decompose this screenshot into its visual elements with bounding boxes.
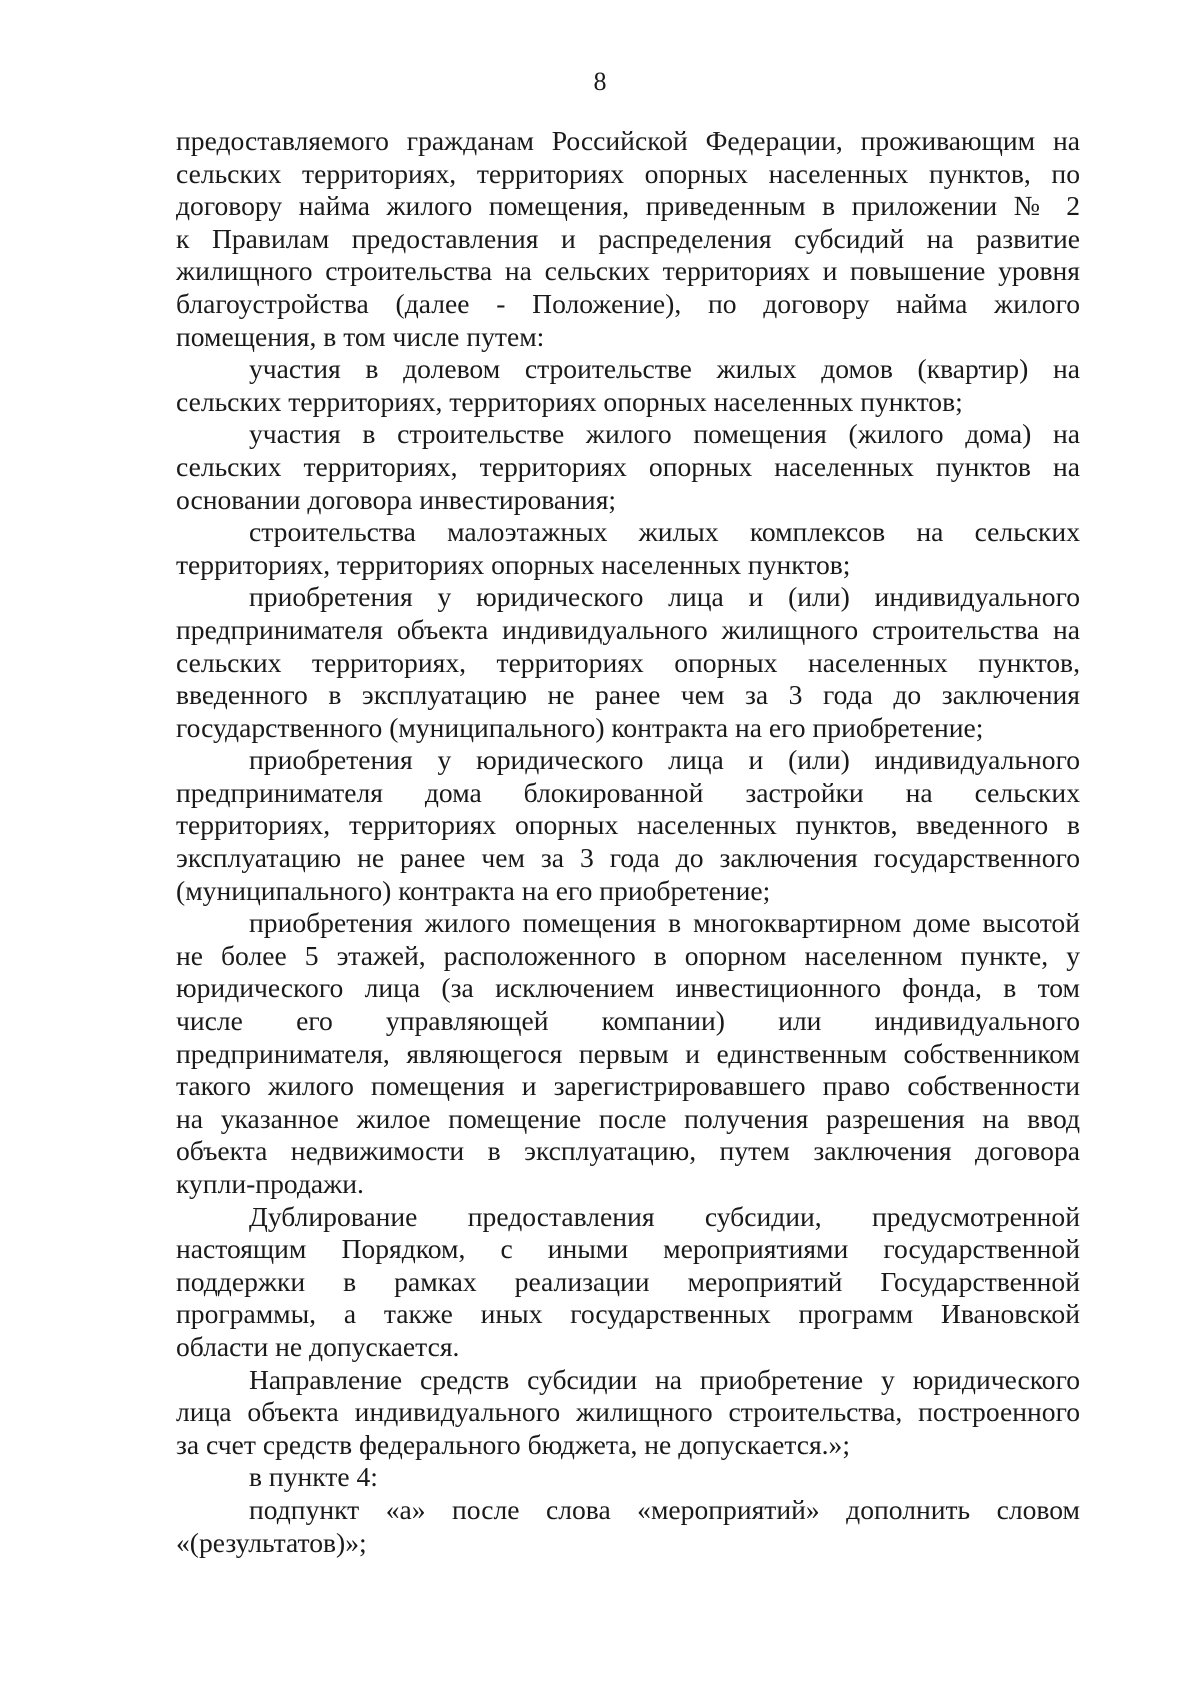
text-line: юридического лица (за исключением инвестиционного фонда, в том	[176, 972, 1080, 1004]
text-line: благоустройства (далее - Положение), по договору найма жилого	[176, 287, 1080, 319]
text-line: Направление средств субсидии на приобретение у юридического	[249, 1363, 1080, 1395]
text-line: объекта недвижимости в эксплуатацию, путем заключения договора	[176, 1135, 1080, 1167]
text-line: введенного в эксплуатацию не ранее чем за 3 года до заключения	[176, 679, 1080, 711]
text-line: на указанное жилое помещение после получения разрешения на ввод	[176, 1102, 1080, 1134]
text-line: числе его управляющей компании) или индивидуального	[176, 1005, 1080, 1037]
text-line: предпринимателя объекта индивидуального жилищного строительства на	[176, 613, 1080, 645]
text-line: в пункте 4:	[249, 1461, 378, 1493]
text-line: территориях, территориях опорных населенных пунктов, введенного в	[176, 809, 1080, 841]
text-line: строительства малоэтажных жилых комплексов на сельских	[249, 516, 1080, 548]
text-line: не более 5 этажей, расположенного в опорном населенном пункте, у	[176, 939, 1080, 971]
text-line: поддержки в рамках реализации мероприятий Государственной	[176, 1265, 1080, 1297]
text-line: сельских территориях, территориях опорных населенных пунктов;	[176, 385, 963, 417]
text-line: жилищного строительства на сельских территориях и повышение уровня	[176, 255, 1080, 287]
text-line: области не допускается.	[176, 1330, 460, 1362]
text-line: сельских территориях, территориях опорных населенных пунктов,	[176, 646, 1080, 678]
text-line: помещения, в том числе путем:	[176, 320, 545, 352]
text-line: договору найма жилого помещения, приведенным в приложении № 2	[176, 190, 1080, 222]
text-line: предпринимателя дома блокированной застройки на сельских	[176, 776, 1080, 808]
text-line: предпринимателя, являющегося первым и единственным собственником	[176, 1037, 1080, 1069]
text-line: подпункт «а» после слова «мероприятий» дополнить словом	[249, 1493, 1080, 1525]
page-number: 8	[593, 67, 607, 96]
text-line: сельских территориях, территориях опорных населенных пунктов, по	[176, 157, 1080, 189]
text-line: государственного (муниципального) контракта на его приобретение;	[176, 711, 984, 743]
text-line: к Правилам предоставления и распределения субсидий на развитие	[176, 222, 1080, 254]
text-line: эксплуатацию не ранее чем за 3 года до заключения государственного	[176, 842, 1080, 874]
text-line: приобретения у юридического лица и (или) индивидуального	[249, 744, 1080, 776]
text-line: купли-продажи.	[176, 1168, 364, 1199]
document-body	[176, 125, 1080, 1559]
text-line: за счет средств федерального бюджета, не допускается.»;	[176, 1428, 851, 1460]
text-line: (муниципального) контракта на его приобретение;	[176, 874, 771, 906]
text-line: участия в долевом строительстве жилых домов (квартир) на	[249, 353, 1080, 385]
text-line: Дублирование предоставления субсидии, предусмотренной	[249, 1200, 1080, 1232]
text-line: участия в строительстве жилого помещения (жилого дома) на	[249, 418, 1080, 450]
text-line: приобретения жилого помещения в многоквартирном доме высотой	[249, 907, 1080, 939]
text-line: программы, а также иных государственных программ Ивановской	[176, 1298, 1080, 1330]
text-line: лица объекта индивидуального жилищного строительства, построенного	[176, 1396, 1080, 1428]
text-line: основании договора инвестирования;	[176, 483, 617, 515]
text-line: настоящим Порядком, с иными мероприятиями государственной	[176, 1233, 1080, 1265]
text-line: сельских территориях, территориях опорных населенных пунктов на	[176, 450, 1080, 482]
text-line: «(результатов)»;	[176, 1526, 367, 1558]
text-line: территориях, территориях опорных населенных пунктов;	[176, 548, 851, 580]
text-line: предоставляемого гражданам Российской Федерации, проживающим на	[176, 125, 1080, 156]
text-line: такого жилого помещения и зарегистрировавшего право собственности	[176, 1070, 1080, 1102]
text-line: приобретения у юридического лица и (или) индивидуального	[249, 581, 1080, 613]
